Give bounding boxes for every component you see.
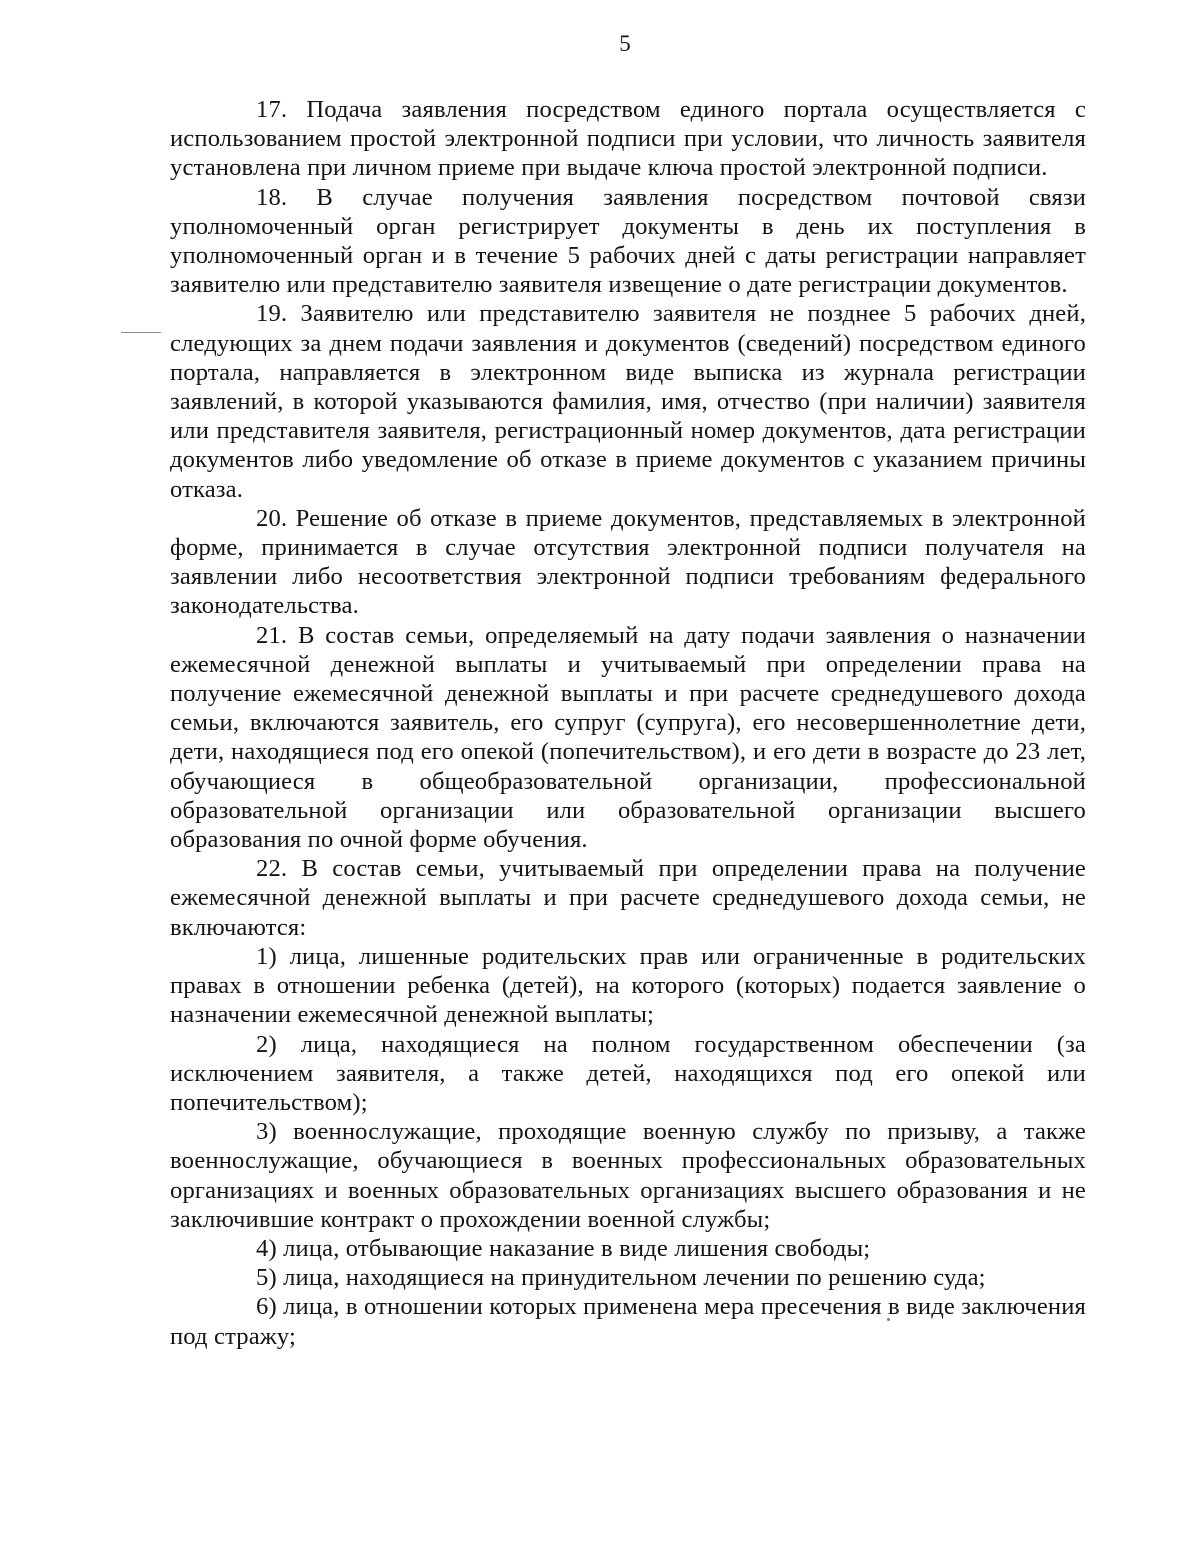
list-item-1: 1) лица, лишенные родительских прав или ограниченные в родительских правах в отношении ребенка (детей), на которого (которых) подается заявление о назначении ежемесячной денежной выплаты; xyxy=(170,942,1086,1029)
margin-mark xyxy=(121,332,161,333)
paragraph-22: 22. В состав семьи, учитываемый при определении права на получение ежемесячной денежной выплаты и при расчете среднедушевого дохода семьи, не включаются: xyxy=(170,855,1086,941)
list-item-5: 5) лица, находящиеся на принудительном лечении по решению суда; xyxy=(256,1264,986,1292)
paragraph-21: 21. В состав семьи, определяемый на дату подачи заявления о назначении ежемесячной денежной выплаты и учитываемый при определении права на получение ежемесячной денежной выплаты и при расчете среднедушевого дохода семьи, включаются заявитель, его супруг (супруга), его несовершеннолетние дети, дети, находящиеся под его опекой (попечительством), и его дети в возрасте до 23 лет, обучающиеся в общеобразовательной организации, профессиональной образовательной организации или образовательной организации высшего образования по очной форме обучения. xyxy=(170,621,1086,854)
list-item-2: 2) лица, находящиеся на полном государственном обеспечении (за исключением заявителя, а также детей, находящихся под его опекой или попечительством); xyxy=(170,1030,1086,1116)
list-item-4: 4) лица, отбывающие наказание в виде лишения свободы; xyxy=(256,1234,871,1262)
list-item-6: 6) лица, в отношении которых применена мера пресечения в виде заключения под стражу; xyxy=(170,1293,1086,1350)
paragraph-20: 20. Решение об отказе в приеме документов, представляемых в электронной форме, принимается в случае отсутствия электронной подписи получателя на заявлении либо несоответствия электронной подписи требованиям федерального законодательства. xyxy=(170,504,1086,620)
list-item-3: 3) военнослужащие, проходящие военную службу по призыву, а также военнослужащие, обучающиеся в военных профессиональных образовательных организациях и военных образовательных организациях высшего образования и не заключившие контракт о прохождении военной службы; xyxy=(170,1118,1086,1233)
paragraph-18: 18. В случае получения заявления посредством почтовой связи уполномоченный орган регистрирует документы в день их поступления в уполномоченный орган и в течение 5 рабочих дней с даты регистрации направляет заявителю или представителю заявителя извещение о дате регистрации документов. xyxy=(170,183,1086,299)
page-number: 5 xyxy=(619,31,631,56)
paragraph-17: 17. Подача заявления посредством единого портала осуществляется с использованием простой электронной подписи при условии, что личность заявителя установлена при личном приеме при выдаче ключа простой электронной подписи. xyxy=(170,96,1086,182)
document-body xyxy=(170,95,1086,1351)
paragraph-19: 19. Заявителю или представителю заявителя не позднее 5 рабочих дней, следующих за днем подачи заявления и документов (сведений) посредством единого портала, направляется в электронном виде выписка из журнала регистрации заявлений, в которой указываются фамилия, имя, отчество (при наличии) заявителя или представителя заявителя, регистрационный номер документов, дата регистрации документов либо уведомление об отказе в приеме документов с указанием причины отказа. xyxy=(170,300,1086,503)
